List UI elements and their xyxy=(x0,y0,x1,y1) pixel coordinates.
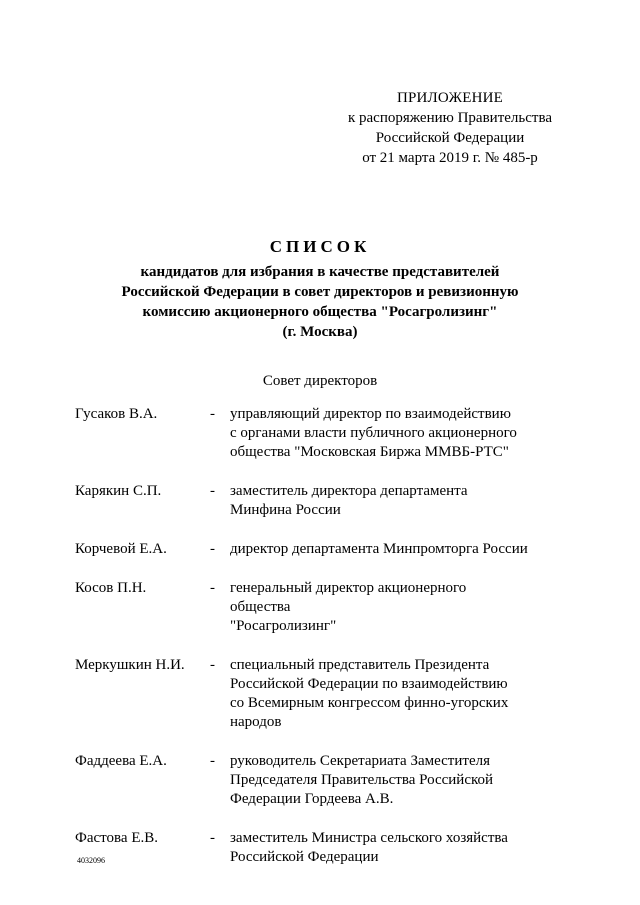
subtitle-line: комиссию акционерного общества "Росагролизинг" xyxy=(142,304,498,320)
position-line: Председателя Правительства Российской xyxy=(230,772,494,788)
dash-separator: - xyxy=(210,830,215,846)
position-line: с органами власти публичного акционерного xyxy=(230,425,517,441)
position-line: Минфина России xyxy=(230,502,341,518)
document-title: СПИСОК xyxy=(269,237,371,256)
candidate-name: Гусаков В.А. xyxy=(75,406,158,422)
candidate-position xyxy=(230,482,530,520)
position-line: Российской Федерации по взаимодействию xyxy=(230,676,508,692)
candidate-position xyxy=(230,405,530,462)
document-code: 4032096 xyxy=(77,856,105,865)
position-line: "Росагролизинг" xyxy=(230,618,337,634)
candidate-position xyxy=(230,579,530,636)
position-line: Российской Федерации xyxy=(230,849,379,865)
candidate-row xyxy=(75,540,595,559)
appendix-block xyxy=(330,88,570,168)
dash-separator: - xyxy=(210,406,215,422)
candidate-row xyxy=(75,405,595,462)
candidate-position xyxy=(230,540,530,559)
position-line: управляющий директор по взаимодействию xyxy=(230,406,511,422)
document-heading xyxy=(60,236,580,342)
dash-separator: - xyxy=(210,483,215,499)
candidate-row xyxy=(75,752,595,809)
position-line: Федерации Гордеева А.В. xyxy=(230,791,394,807)
dash-separator: - xyxy=(210,580,215,596)
position-line: руководитель Секретариата Заместителя xyxy=(230,753,490,769)
candidate-name: Корчевой Е.А. xyxy=(75,541,167,557)
dash-separator: - xyxy=(210,541,215,557)
candidate-position xyxy=(230,656,530,732)
dash-separator: - xyxy=(210,753,215,769)
candidate-name: Карякин С.П. xyxy=(75,483,162,499)
subtitle-line: (г. Москва) xyxy=(282,324,358,340)
candidate-position xyxy=(230,752,530,809)
position-line: общества "Московская Биржа ММВБ-РТС" xyxy=(230,444,509,460)
candidate-position xyxy=(230,829,530,867)
candidate-name: Фаддеева Е.А. xyxy=(75,753,167,769)
position-line: генеральный директор акционерного общества xyxy=(230,580,467,615)
position-line: народов xyxy=(230,714,282,730)
position-line: директор департамента Минпромторга России xyxy=(230,541,528,557)
appendix-line: от 21 марта 2019 г. № 485-р xyxy=(362,150,538,166)
position-line: заместитель директора департамента xyxy=(230,483,468,499)
subtitle-line: кандидатов для избрания в качестве представителей xyxy=(140,264,500,280)
appendix-line: Российской Федерации xyxy=(375,130,525,146)
candidate-name: Меркушкин Н.И. xyxy=(75,657,185,673)
position-line: специальный представитель Президента xyxy=(230,657,490,673)
section-title: Совет директоров xyxy=(262,373,378,389)
candidate-name: Фастова Е.В. xyxy=(75,830,158,846)
candidate-row xyxy=(75,829,595,867)
candidate-name: Косов П.Н. xyxy=(75,580,147,596)
appendix-line: к распоряжению Правительства xyxy=(347,110,552,126)
candidate-list xyxy=(75,405,595,887)
candidate-row xyxy=(75,579,595,636)
position-line: заместитель Министра сельского хозяйства xyxy=(230,830,508,846)
subtitle-line: Российской Федерации в совет директоров и ревизионную xyxy=(121,284,519,300)
candidate-row xyxy=(75,656,595,732)
position-line: со Всемирным конгрессом финно-угорских xyxy=(230,695,509,711)
appendix-title: ПРИЛОЖЕНИЕ xyxy=(396,90,504,106)
dash-separator: - xyxy=(210,657,215,673)
candidate-row xyxy=(75,482,595,520)
